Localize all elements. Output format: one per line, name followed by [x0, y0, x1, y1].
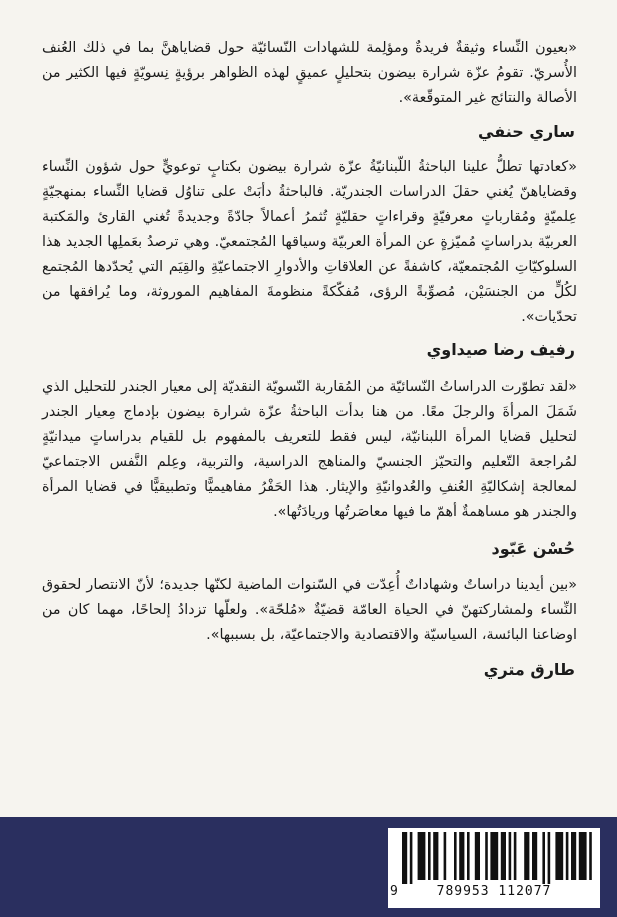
barcode-bar	[532, 832, 537, 880]
barcode-bar	[454, 832, 457, 880]
barcode-bar	[485, 832, 488, 880]
barcode-bar	[428, 832, 431, 880]
barcode-bar	[542, 832, 545, 884]
isbn-barcode	[388, 828, 600, 908]
barcode-bar	[410, 832, 413, 884]
barcode-bar	[444, 832, 447, 880]
blurb-quote: «كعادتها تطلُّ علينا الباحثةُ اللّبنانيّةُ عزّة شرارة بيضون بكتابٍ توعويٍّ حول شؤون النِّساء وقضاياهنّ يُغني حقلَ الدراسات الجندريّة. فالباحثةُ دأبَتْ على تناوُل قضايا النِّساء بمنهجيّةٍ عِلميّةٍ ومُقارباتٍ معرفيّةٍ وقراءاتٍ حقليّةٍ تُثمرُ أعمالاً جادّةً وجديدةً تُغني القارئ والمَكتبة العربيّة بدراساتٍ مُميّزةٍ عن المرأة العربيّة وسياقها المُجتمعيّ. وهي ترصدُ بعَملِها الجديد هذا السلوكيّاتِ المُجتمعيّة، كاشفةً عن العلاقاتِ والأدوارِ الاجتماعيّةِ والقِيَم التي يُحدّدها المُجتمع لكُلٍّ من الجنسَيْن، مُصوِّبةً الرؤى، مُفكّكةً منظومةَ المفاهيم الموروثة، وما يُرافقها من تحدّيات».	[42, 159, 577, 325]
barcode-bar	[589, 832, 592, 880]
blurb-column	[42, 36, 577, 679]
barcode-bar	[524, 832, 529, 880]
barcode-bar	[566, 832, 569, 880]
isbn-lead-digit: 9	[390, 884, 398, 899]
barcode-bar	[433, 832, 438, 880]
barcode-bar	[548, 832, 551, 884]
barcode-bar	[514, 832, 517, 880]
isbn-number: 789953 112077	[436, 884, 552, 899]
blurb-author: ساري حنفي	[478, 122, 575, 141]
blurb-author: طارق متري	[483, 660, 575, 679]
blurb-quote: «لقد تطوّرت الدراساتُ النّسائيّة من المُقاربة النّسويّة النقديّة إلى معيار الجندر للتحليل الذي شَمَلَ المرأةَ والرجلَ معًا. من هنا بدأت الباحثةُ عزّة شرارة بيضون بإدماج مِعيار الجندر لتحليل قضايا المرأة اللبنانيّة، ليس فقط للتعريف بالمفهوم بل للقيام بدراساتٍ ميدانيّةٍ لمُراجعة التّعليم والتحيّز الجنسيّ والمناهج الدراسية، والتربية، وعِلم النَّفس الاجتماعيّ لمعالجة إشكاليّةِ العُنفِ والعُدوانيّةِ والإيثار. هذا الحَفْرُ مفاهيميًّا وتطبيقيًّا في قضايا المرأة والجندر هو مساهمةٌ أهمّ ما فيها معاصَرتُها وريادَتُها».	[42, 379, 577, 520]
barcode-bars	[394, 832, 594, 884]
barcode-bar	[579, 832, 587, 880]
barcode-bar	[571, 832, 576, 880]
barcode-bar	[418, 832, 426, 880]
barcode-bar	[459, 832, 464, 880]
barcode-bar	[467, 832, 470, 880]
barcode-bar	[402, 832, 407, 884]
barcode-bar	[501, 832, 506, 880]
blurb-quote: «بعيون النِّساء وثيقةٌ فريدةٌ ومؤلِمة للشهادات النّسائيّة حول قضاياهنَّ بما في ذلك العُنف الأُسريّ. تقومُ عزّة شرارة بيضون بتحليلٍ عميقٍ لهذه الظواهر برؤيةٍ نِسويّةٍ فيها الكثير من الأصالة والنتائج غير المتوقّعة».	[42, 40, 577, 106]
blurb-author: حُسْن عَبّود	[491, 539, 575, 558]
blurb-author: رفيف رضا صيداوي	[426, 340, 575, 359]
blurb-quote: «بين أيدينا دراساتٌ وشهاداتٌ أُعِدّت في السّنوات الماضية لكنّها جديدة؛ لأنّ الانتصار لحقوق النِّساء ولمشاركتهنّ في الحياة العامّة قضيّةٌ «مُلحّة». ولعلّها تزدادُ إلحاحًا، مهما كان من اوضاعنا البائسة، السياسيّة والاقتصادية والاجتماعيّة، بل بسببها».	[42, 577, 577, 643]
barcode-bar	[490, 832, 498, 880]
barcode-bar	[555, 832, 563, 880]
barcode-bar	[475, 832, 480, 880]
barcode-bar	[509, 832, 512, 880]
